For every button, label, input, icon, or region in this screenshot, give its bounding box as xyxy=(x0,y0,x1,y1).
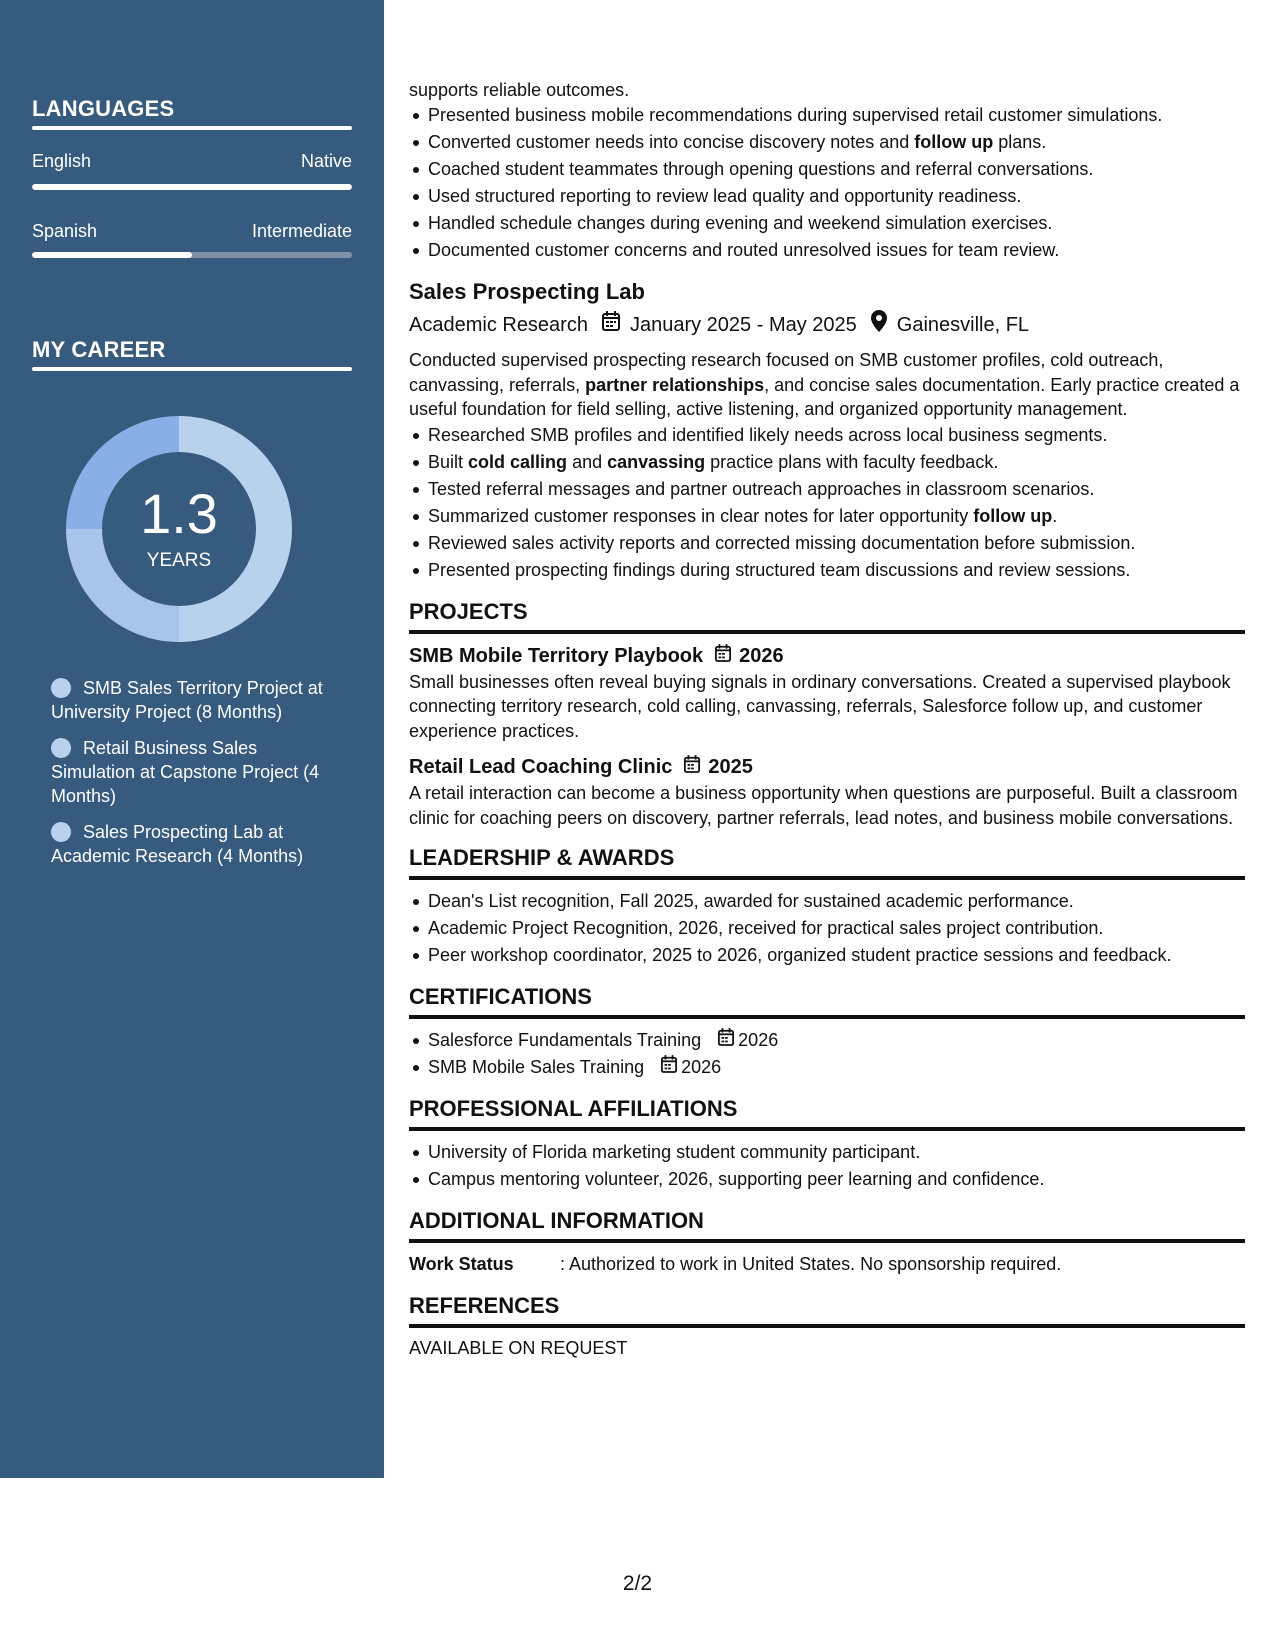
work-status-label: Work Status xyxy=(409,1254,514,1274)
bullet-item: Presented business mobile recommendations during supervised retail customer simulations. xyxy=(409,102,1245,129)
job-bullets xyxy=(409,422,1245,584)
work-status-row xyxy=(409,1251,1245,1278)
bullet-dot-icon xyxy=(51,678,71,698)
job-company: Academic Research xyxy=(409,314,588,336)
job-location: Gainesville, FL xyxy=(896,314,1030,336)
additional-heading: ADDITIONAL INFORMATION xyxy=(409,1208,704,1233)
bullet-item: Documented customer concerns and routed unresolved issues for team review. xyxy=(409,237,1245,264)
sidebar xyxy=(0,0,384,1478)
language-bar-fill xyxy=(32,184,352,190)
language-row-spanish xyxy=(32,221,352,242)
languages-rule xyxy=(32,126,352,130)
section-rule xyxy=(409,1127,1245,1131)
project-title: SMB Mobile Territory Playbook 2026 xyxy=(409,642,1245,670)
calendar-icon xyxy=(684,753,700,781)
bullet-item: Built cold calling and canvassing practice plans with faculty feedback. xyxy=(409,449,1245,476)
bullet-item: Coached student teammates through opening questions and referral conversations. xyxy=(409,156,1245,183)
project-year: 2026 xyxy=(739,644,784,667)
job-title: Sales Prospecting Lab xyxy=(409,279,645,304)
career-years-value: 1.3 xyxy=(140,482,218,545)
language-name: English xyxy=(32,151,92,171)
career-years-unit: YEARS xyxy=(146,550,212,571)
language-bar-english xyxy=(32,184,352,190)
job-summary: Conducted supervised prospecting research focused on SMB customer profiles, cold outreach, canvassing, referrals, partner relationships, and concise sales documentation. Early practice created a useful foundation for field selling, active listening, and organized opportunity management. xyxy=(409,350,1240,419)
certification-item: Salesforce Fundamentals Training 2026 xyxy=(409,1027,1245,1054)
career-rule xyxy=(32,367,352,371)
language-bar-spanish xyxy=(32,252,352,258)
leadership-heading: LEADERSHIP & AWARDS xyxy=(409,845,675,870)
leadership-item: Peer workshop coordinator, 2025 to 2026, organized student practice sessions and feedback. xyxy=(409,942,1245,969)
project-year: 2025 xyxy=(708,756,753,778)
bullet-dot-icon xyxy=(51,738,71,758)
career-item: Retail Business Sales Simulation at Capstone Project (4 Months) xyxy=(51,738,320,806)
bullet-item: Handled schedule changes during evening and weekend simulation exercises. xyxy=(409,210,1245,237)
page-number: 2/2 xyxy=(622,1572,653,1595)
calendar-icon xyxy=(602,311,620,339)
bullet-item: Used structured reporting to review lead quality and opportunity readiness. xyxy=(409,183,1245,210)
project-description: Small businesses often reveal buying signals in ordinary conversations. Created a supervised playbook connecting territory research, cold calling, canvassing, referrals, Salesforce follow up, and customer experience practices. xyxy=(409,671,1231,741)
language-name: Spanish xyxy=(32,221,98,241)
career-item: Sales Prospecting Lab at Academic Research (4 Months) xyxy=(51,822,304,866)
affiliations-list xyxy=(409,1139,1245,1193)
work-status-value: : Authorized to work in United States. No sponsorship required. xyxy=(560,1254,1062,1274)
certification-year: 2026 xyxy=(681,1057,722,1077)
experience-continued-bullets xyxy=(409,102,1245,264)
section-rule xyxy=(409,1324,1245,1328)
certifications-heading: CERTIFICATIONS xyxy=(409,984,592,1009)
career-item: SMB Sales Territory Project at University Project (8 Months) xyxy=(51,678,323,722)
certification-item: SMB Mobile Sales Training 2026 xyxy=(409,1054,1245,1081)
location-pin-icon xyxy=(871,310,887,340)
bullet-item: Presented prospecting findings during structured team discussions and review sessions. xyxy=(409,557,1245,584)
project-description: A retail interaction can become a business opportunity when questions are purposeful. Built a classroom clinic for coaching peers on discovery, partner referrals, lead notes, and business mobile conversations. xyxy=(409,783,1238,828)
section-rule xyxy=(409,1239,1245,1243)
donut-segment-2 xyxy=(66,529,179,642)
section-rule xyxy=(409,630,1245,634)
affiliations-heading: PROFESSIONAL AFFILIATIONS xyxy=(409,1096,738,1121)
career-list xyxy=(51,676,336,880)
references-heading: REFERENCES xyxy=(409,1293,560,1318)
calendar-icon xyxy=(661,1054,677,1081)
job-meta xyxy=(409,310,1245,340)
languages-heading: LANGUAGES xyxy=(32,96,175,121)
bullet-dot-icon xyxy=(51,822,71,842)
language-level: Intermediate xyxy=(251,221,352,241)
project-title: Retail Lead Coaching Clinic 2025 xyxy=(409,753,1245,781)
bullet-item: Researched SMB profiles and identified likely needs across local business segments. xyxy=(409,422,1245,449)
certifications-list xyxy=(409,1027,1245,1081)
bullet-item: Reviewed sales activity reports and corrected missing documentation before submission. xyxy=(409,530,1245,557)
leadership-item: Academic Project Recognition, 2026, received for practical sales project contribution. xyxy=(409,915,1245,942)
section-rule xyxy=(409,1015,1245,1019)
calendar-icon xyxy=(718,1027,734,1054)
affiliation-item: University of Florida marketing student community participant. xyxy=(409,1139,1245,1166)
section-rule xyxy=(409,876,1245,880)
bullet-item: Summarized customer responses in clear notes for later opportunity follow up. xyxy=(409,503,1245,530)
job-dates: January 2025 - May 2025 xyxy=(629,314,857,336)
certification-year: 2026 xyxy=(738,1030,779,1050)
career-heading: MY CAREER xyxy=(32,337,166,362)
projects-heading: PROJECTS xyxy=(409,598,528,624)
leadership-list xyxy=(409,888,1245,969)
references-text: AVAILABLE ON REQUEST xyxy=(409,1338,628,1358)
bullet-item: Tested referral messages and partner outreach approaches in classroom scenarios. xyxy=(409,476,1245,503)
main-column xyxy=(409,78,1245,1360)
calendar-icon xyxy=(715,642,731,670)
language-bar-fill xyxy=(32,252,192,258)
experience-continued-lead: supports reliable outcomes. xyxy=(409,80,630,100)
language-row-english xyxy=(32,151,352,172)
affiliation-item: Campus mentoring volunteer, 2026, supporting peer learning and confidence. xyxy=(409,1166,1245,1193)
language-level: Native xyxy=(300,151,352,171)
career-donut xyxy=(66,416,292,642)
leadership-item: Dean's List recognition, Fall 2025, awarded for sustained academic performance. xyxy=(409,888,1245,915)
bullet-item: Converted customer needs into concise discovery notes and follow up plans. xyxy=(409,129,1245,156)
